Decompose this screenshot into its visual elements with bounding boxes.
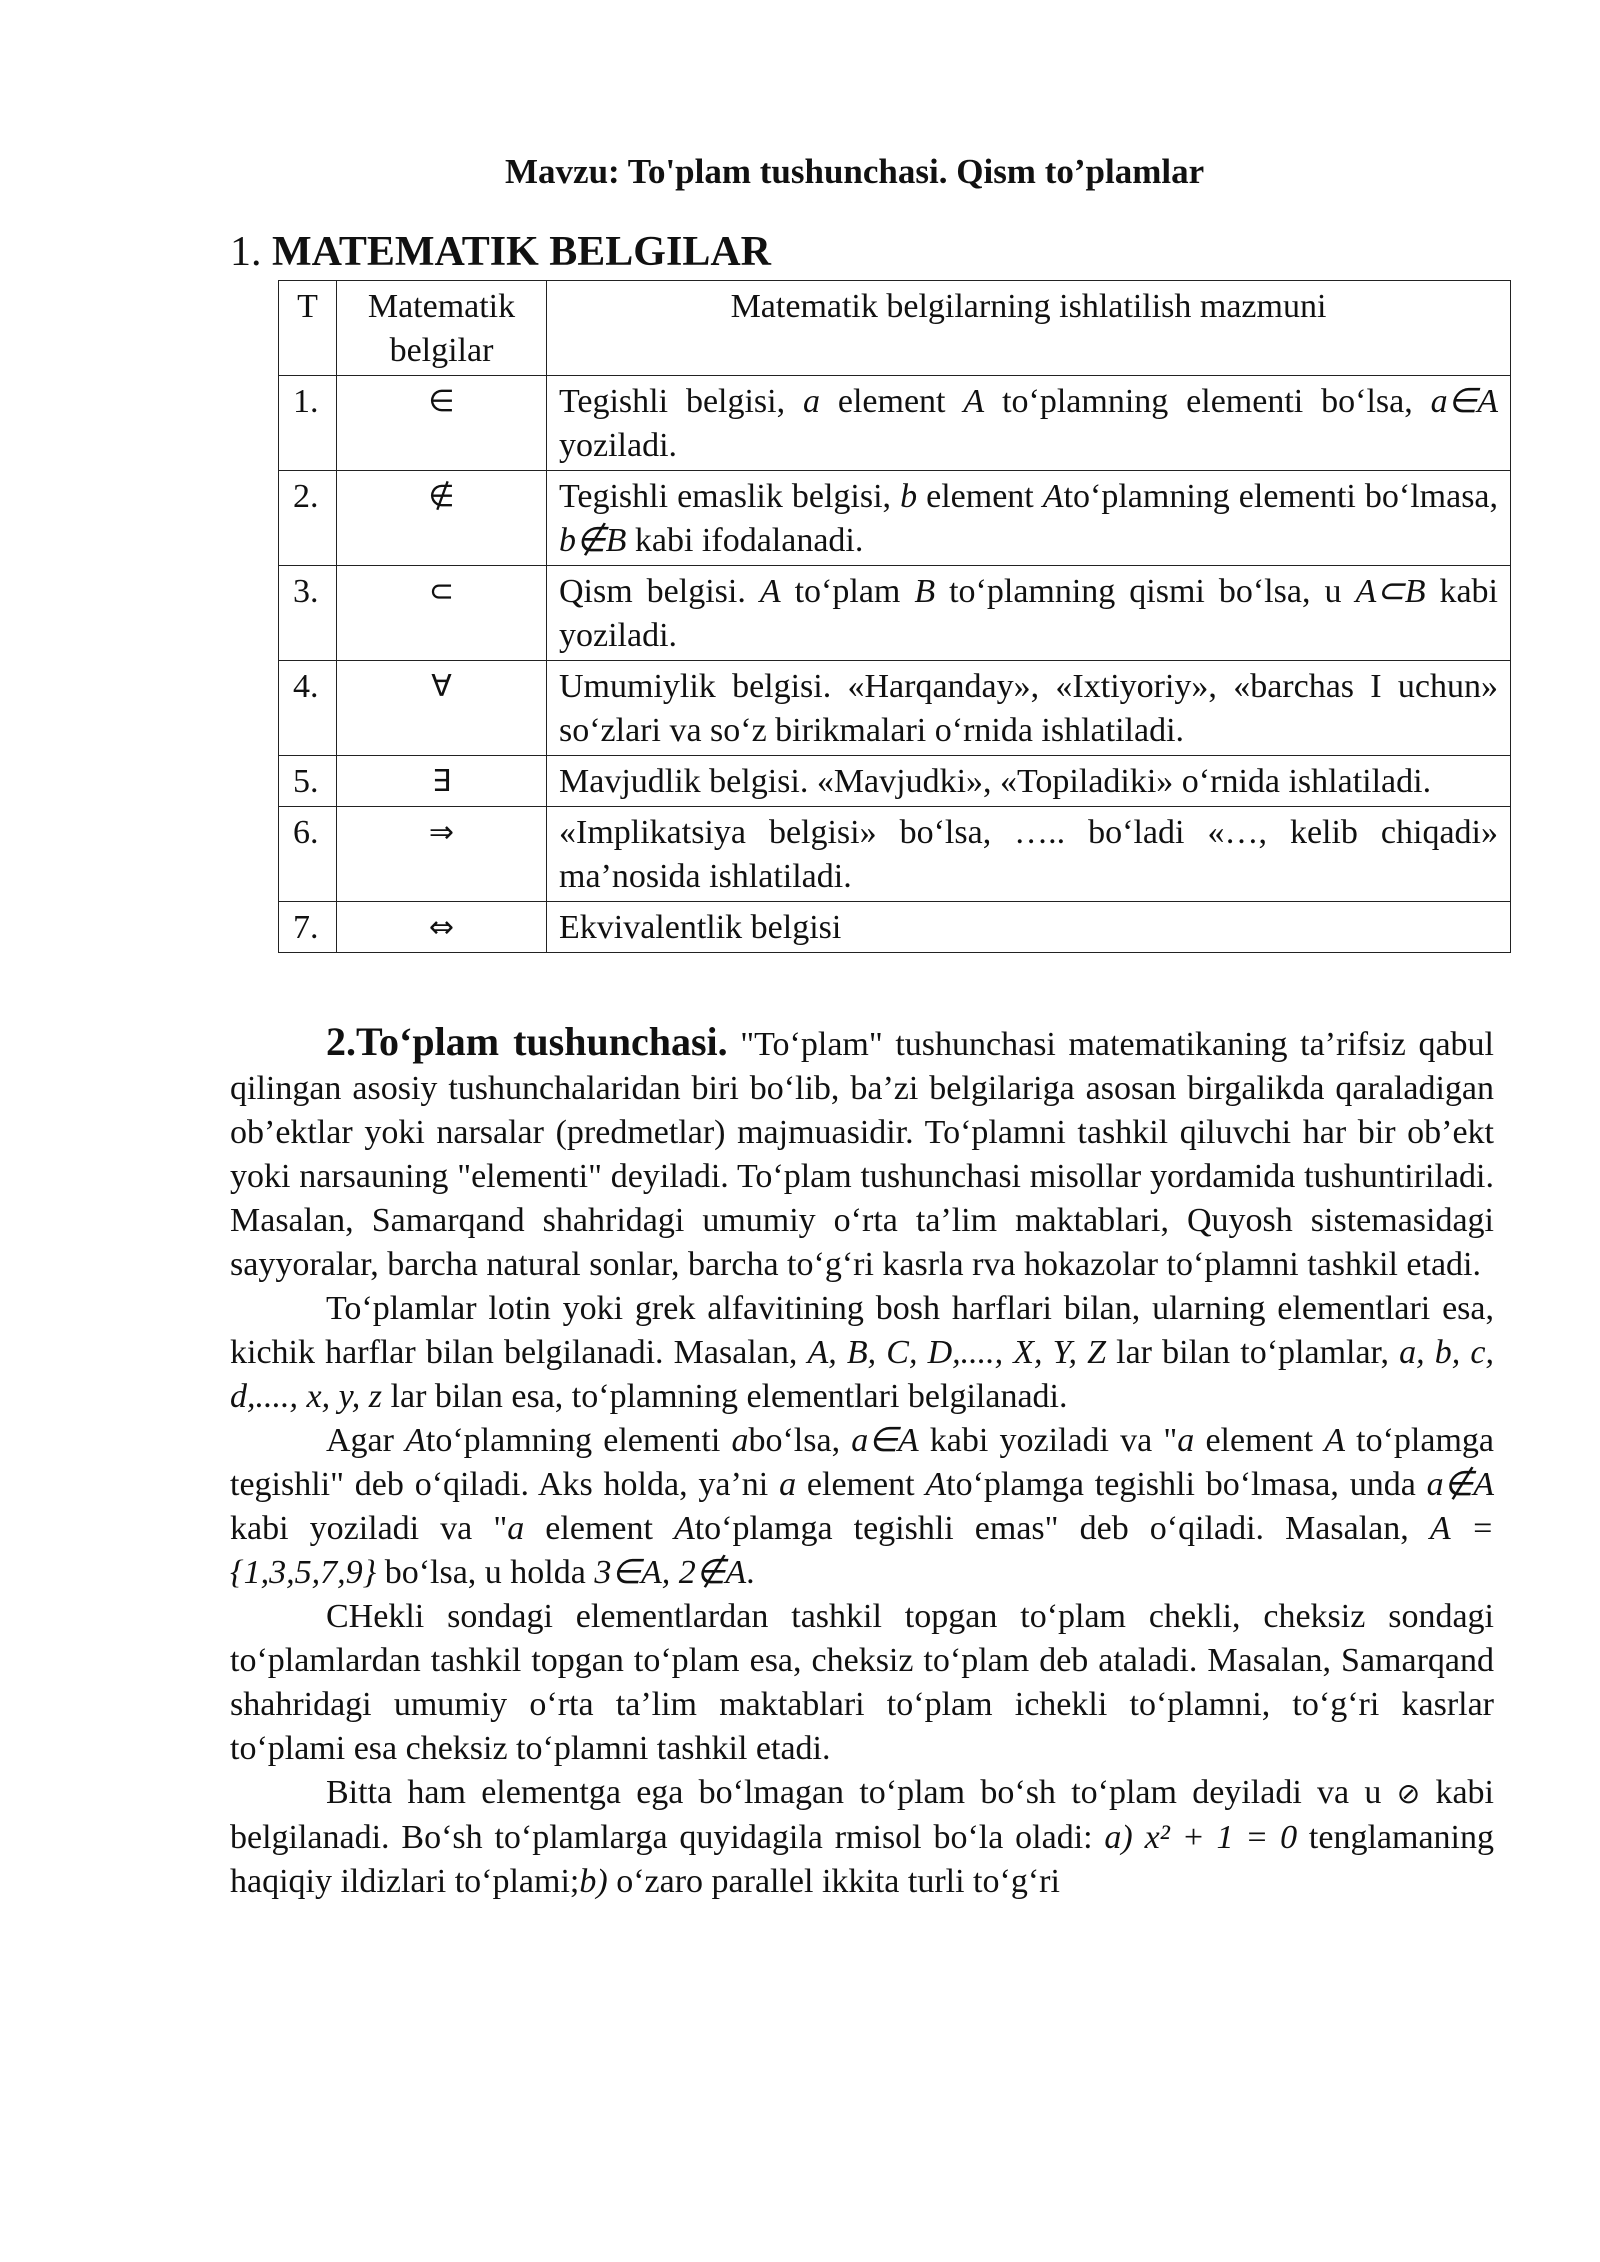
desc-text: to‘plam <box>780 573 915 610</box>
math-var: A <box>759 573 781 610</box>
desc-text: element <box>820 383 964 420</box>
paragraph <box>230 1287 1494 1419</box>
row-description: «Implikatsiya belgisi» bo‘lsa, ….. bo‘ladi «…, kelib chiqadi» ma’nosida ishlatiladi. <box>547 807 1511 902</box>
math-expr: a∈A <box>1430 383 1498 420</box>
table-row <box>279 471 1511 566</box>
desc-text: Tegishli emaslik belgisi, <box>559 478 892 515</box>
row-description <box>547 471 1511 566</box>
section-2-heading: 2.To‘plam tushunchasi. <box>326 1019 728 1064</box>
section-1-title: MATEMATIK BELGILAR <box>272 229 771 275</box>
paragraph <box>230 1595 1494 1771</box>
for-all-symbol: ∀ <box>337 661 547 756</box>
row-number: 5. <box>279 756 337 807</box>
paragraph-text: lar bilan to‘plamlar, <box>1106 1334 1400 1371</box>
row-description <box>547 376 1511 471</box>
math-var: b) <box>579 1863 608 1900</box>
table-header-cell: T <box>279 281 337 376</box>
row-number: 3. <box>279 566 337 661</box>
paragraph-text: element <box>796 1466 926 1503</box>
paragraph-text: kabi yoziladi va " <box>230 1510 508 1547</box>
desc-text: to‘plamning elementi bo‘lsa, <box>984 383 1431 420</box>
math-expr: b∉B <box>559 522 627 559</box>
desc-text: yoziladi. <box>559 427 678 464</box>
subset-symbol: ⊂ <box>337 566 547 661</box>
math-expr: a∈A <box>851 1422 919 1459</box>
math-var: B <box>914 573 936 610</box>
desc-text: to‘plamning elementi bo‘lmasa, <box>1063 478 1499 515</box>
desc-text: element <box>917 478 1043 515</box>
math-expr: 3∈A, 2∉A <box>594 1554 747 1591</box>
row-number: 7. <box>279 902 337 953</box>
element-of-symbol: ∈ <box>337 376 547 471</box>
desc-text: to‘plamning qismi bo‘lsa, u <box>935 573 1356 610</box>
exists-symbol: ∃ <box>337 756 547 807</box>
paragraph-text: To‘plamlar lotin yoki grek alfavitining bosh harflari bilan, ularning elementlari esa, kichik harflar bilan belgilanadi. Masalan, <box>230 1290 1494 1371</box>
paragraph-text: kabi belgilanadi. Bo‘sh to‘plamlarga quyidagila rmisol bo‘la oladi: <box>230 1774 1494 1856</box>
desc-text: Qism belgisi. <box>559 573 746 610</box>
table-row <box>279 566 1511 661</box>
equivalence-symbol: ⇔ <box>337 902 547 953</box>
section-2-body <box>230 1020 1494 1904</box>
row-description: Umumiylik belgisi. «Harqanday», «Ixtiyoriy», «barchas I uchun» so‘zlari va so‘z birikmalari o‘rnida ishlatiladi. <box>547 661 1511 756</box>
math-var: A <box>963 383 985 420</box>
math-var: A <box>925 1466 947 1503</box>
paragraph-text: to‘plamga tegishli emas" deb o‘qiladi. Masalan, <box>694 1510 1430 1547</box>
paragraph-text: lar bilan esa, to‘plamning elementlari belgilanadi. <box>382 1378 1068 1415</box>
paragraph-text: element <box>524 1510 674 1547</box>
table-header-row <box>279 281 1511 376</box>
math-expr: A⊂B <box>1355 573 1426 610</box>
paragraph-text: element <box>1194 1422 1325 1459</box>
paragraph <box>230 1020 1494 1287</box>
paragraph-text: o‘zaro parallel ikkita turli to‘g‘ri <box>607 1863 1060 1900</box>
row-number: 6. <box>279 807 337 902</box>
math-var: A <box>405 1422 426 1459</box>
paragraph-text: Agar <box>326 1422 406 1459</box>
paragraph-text: bo‘lsa, u holda <box>376 1554 595 1591</box>
table-row <box>279 376 1511 471</box>
table-row <box>279 902 1511 953</box>
table-row <box>279 807 1511 902</box>
table-row <box>279 661 1511 756</box>
row-description <box>547 566 1511 661</box>
not-element-of-symbol: ∉ <box>337 471 547 566</box>
paragraph <box>230 1771 1494 1904</box>
paragraph-text: Bitta ham elementga ega bo‘lmagan to‘plam bo‘sh to‘plam deyiladi va u <box>326 1774 1397 1811</box>
paragraph-text: "To‘plam" tushunchasi matematikaning ta’rifsiz qabul qilingan asosiy tushunchalaridan biri bo‘lib, ba’zi belgilariga asosan birgalikda qaraladigan ob’ektlar yoki narsalar (predmetlar) majmuasidir. To‘plamni tashkil qiluvchi har bir ob’ekt yoki narsauning "elementi" deyiladi. To‘plam tushunchasi misollar yordamida tushuntiriladi. Masalan, Samarqand shahridagi umumiy o‘rta ta’lim maktablari, Quyosh sistemasidagi sayyoralar, barcha natural sonlar, barcha to‘g‘ri kasrla rva hokazolar to‘plamni tashkil etadi. <box>230 1026 1494 1283</box>
row-description: Ekvivalentlik belgisi <box>547 902 1511 953</box>
section-1-heading <box>230 228 771 276</box>
paragraph <box>230 1419 1494 1595</box>
desc-text: kabi yoziladi. <box>559 573 1498 654</box>
math-var: a <box>803 383 820 420</box>
math-expr: A = {1,3,5,7,9} <box>230 1510 1494 1591</box>
row-description: Mavjudlik belgisi. «Mavjudki», «Topiladiki» o‘rnida ishlatiladi. <box>547 756 1511 807</box>
section-1-number: 1. <box>230 229 262 275</box>
math-var: A <box>1042 478 1064 515</box>
paragraph-text: kabi yoziladi va " <box>918 1422 1178 1459</box>
math-var: b <box>900 478 918 515</box>
math-var: a <box>731 1422 749 1459</box>
math-symbols-table <box>278 280 1511 953</box>
math-expr: a) x² + 1 = 0 <box>1104 1819 1298 1856</box>
paragraph-text: to‘plamga tegishli" deb o‘qiladi. Aks holda, ya’ni <box>230 1422 1494 1503</box>
math-var: A <box>673 1510 695 1547</box>
math-expr: a, b, c, d,...., x, y, z <box>230 1334 1495 1415</box>
row-number: 1. <box>279 376 337 471</box>
paragraph-text: to‘plamning elementi <box>425 1422 732 1459</box>
table-header-cell: Matematik belgilar <box>337 281 547 376</box>
table-row <box>279 756 1511 807</box>
paragraph-text: CHekli sondagi elementlardan tashkil topgan to‘plam chekli, cheksiz sondagi to‘plamlardan tashkil topgan to‘plam esa, cheksiz to‘plam deb ataladi. Masalan, Samarqand shahridagi umumiy o‘rta ta’lim maktablari to‘plam ichekli to‘plamni, to‘g‘ri kasrlar to‘plami esa cheksiz to‘plamni tashkil etadi. <box>230 1598 1494 1767</box>
math-var: A <box>1324 1422 1345 1459</box>
paragraph-text: to‘plamga tegishli bo‘lmasa, unda <box>946 1466 1427 1503</box>
desc-text: kabi ifodalanadi. <box>626 522 864 559</box>
paragraph-text: . <box>746 1554 755 1591</box>
desc-text: Tegishli belgisi, <box>559 383 786 420</box>
row-number: 4. <box>279 661 337 756</box>
math-var: a <box>507 1510 525 1547</box>
math-expr: A, B, C, D,...., X, Y, Z <box>807 1334 1107 1371</box>
row-number: 2. <box>279 471 337 566</box>
empty-set-symbol: ⊘ <box>1396 1777 1421 1810</box>
math-var: a <box>779 1466 797 1503</box>
paragraph-text: bo‘lsa, <box>748 1422 852 1459</box>
table-header-cell: Matematik belgilarning ishlatilish mazmuni <box>547 281 1511 376</box>
paragraph-text: tenglamaning haqiqiy ildizlari to‘plami; <box>230 1819 1494 1900</box>
math-expr: a∉A <box>1426 1466 1494 1503</box>
implies-symbol: ⇒ <box>337 807 547 902</box>
math-var: a <box>1177 1422 1195 1459</box>
topic-title: Mavzu: To'plam tushunchasi. Qism to’plamlar <box>505 152 1205 191</box>
